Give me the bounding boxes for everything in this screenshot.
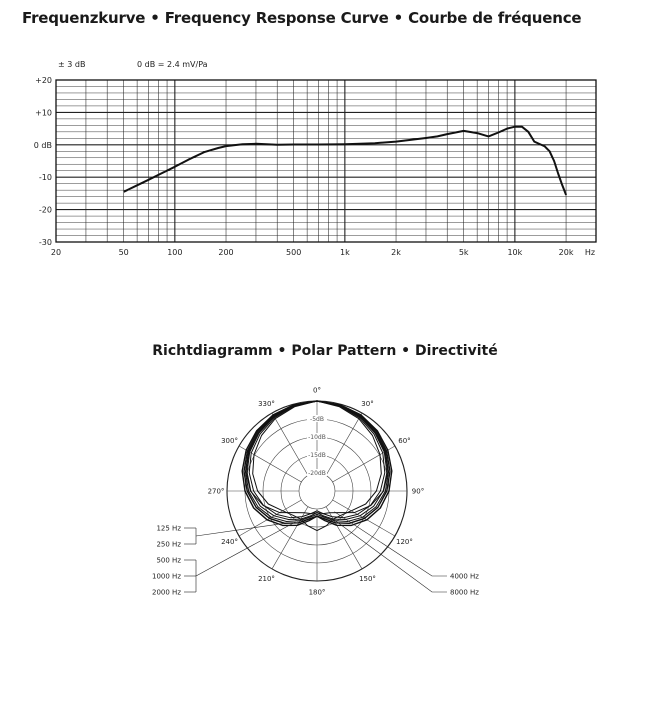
polar-chart-title: Richtdiagramm • Polar Pattern • Directivité	[152, 343, 498, 359]
x-tick-label: 2k	[391, 248, 401, 257]
frequency-grid	[56, 80, 596, 242]
legend-left-pointer	[196, 523, 285, 536]
angle-label: 0°	[313, 386, 321, 395]
frequency-chart-title: Frequenzkurve • Frequency Response Curve • Courbe de fréquence	[22, 9, 582, 27]
x-unit-label: Hz	[584, 248, 596, 257]
angle-label: 240°	[221, 538, 238, 546]
polar-ring	[299, 473, 335, 509]
angle-label: 330°	[258, 400, 275, 409]
legend-left-label: 250 Hz	[156, 540, 181, 549]
angle-label: 90°	[411, 487, 425, 496]
reference-label: 0 dB = 2.4 mV/Pa	[137, 60, 208, 69]
y-tick-label: -20	[38, 205, 52, 215]
x-tick-label: 1k	[339, 248, 350, 257]
x-tick-label: 20k	[558, 248, 574, 257]
x-tick-label: 200	[218, 248, 234, 257]
frequency-axes	[34, 76, 595, 257]
y-tick-label: 0 dB	[33, 140, 52, 150]
x-tick-label: 50	[118, 248, 129, 257]
polar-spoke	[326, 413, 362, 475]
legend-right-leader	[333, 519, 447, 592]
y-tick-label: +10	[35, 108, 52, 118]
legend-right-leader	[334, 512, 447, 576]
angle-label: 120°	[396, 538, 413, 546]
y-tick-label: +20	[35, 76, 52, 85]
angle-label: 300°	[221, 437, 238, 445]
angle-label: 150°	[359, 574, 376, 583]
legend-left-pointer	[196, 522, 295, 576]
legend-left-label: 500 Hz	[156, 556, 181, 565]
angle-label: 270°	[207, 487, 225, 496]
ring-label: -20dB	[308, 470, 326, 477]
x-tick-label: 20	[50, 248, 62, 257]
legend-left-label: 2000 Hz	[152, 588, 181, 597]
angle-label: 210°	[258, 574, 275, 583]
x-tick-label: 100	[167, 248, 183, 257]
ring-label: -15dB	[308, 452, 326, 459]
polar-legend	[152, 512, 479, 597]
y-tick-label: -10	[38, 173, 52, 183]
legend-left-label: 1000 Hz	[152, 572, 181, 581]
legend-right-label: 8000 Hz	[450, 588, 479, 597]
y-tick-label: -30	[38, 238, 52, 247]
angle-label: 30°	[361, 400, 374, 409]
polar-spoke	[272, 413, 308, 475]
legend-right-label: 4000 Hz	[450, 572, 479, 581]
x-tick-label: 500	[286, 248, 302, 257]
angle-label: 60°	[398, 437, 411, 445]
legend-left-label: 125 Hz	[156, 524, 181, 533]
x-tick-label: 10k	[507, 248, 523, 257]
angle-label: 180°	[308, 588, 326, 597]
ring-label: -5dB	[310, 416, 324, 423]
x-tick-label: 5k	[458, 248, 469, 257]
ring-label: -10dB	[308, 434, 326, 441]
tolerance-label: ± 3 dB	[58, 60, 86, 69]
